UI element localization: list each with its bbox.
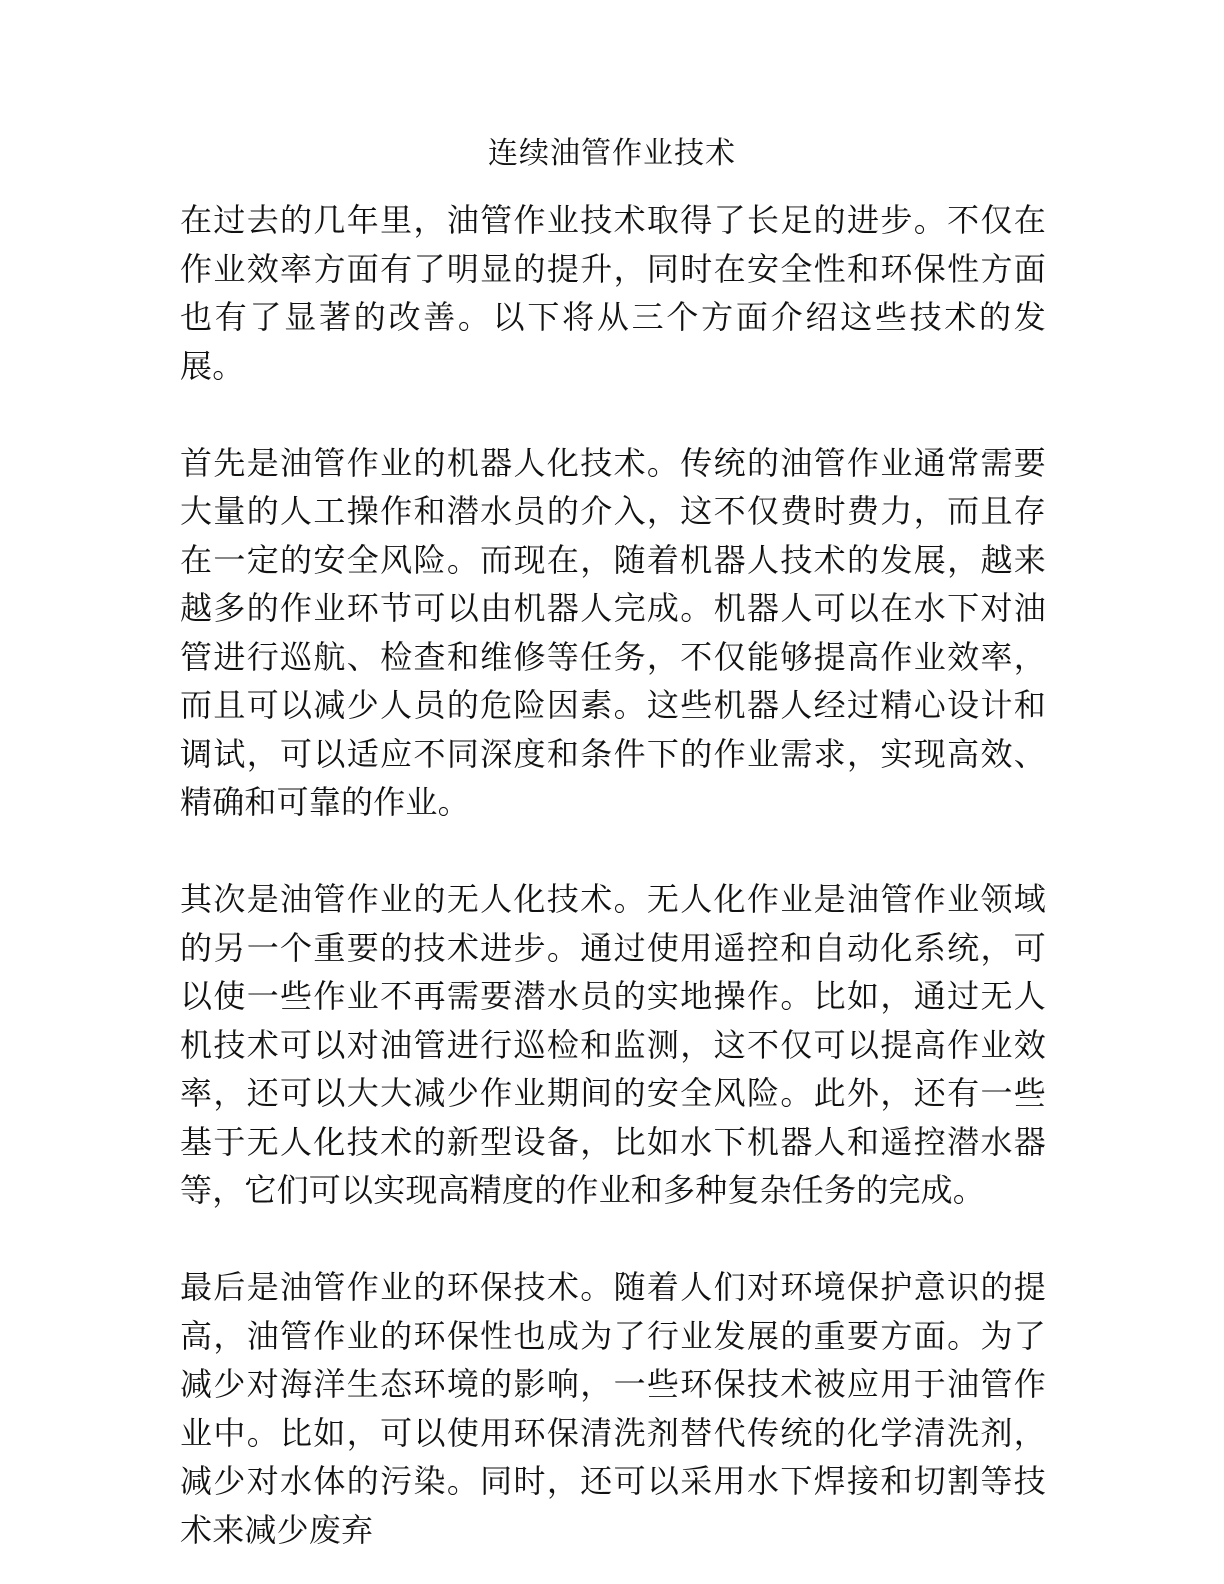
paragraph-environmental: 最后是油管作业的环保技术。随着人们对环境保护意识的提高，油管作业的环保性也成为了行业发展的重要方面。为了减少对海洋生态环境的影响，一些环保技术被应用于油管作业中。比如，可以使用环保清洗剂替代传统的化学清洗剂，减少对水体的污染。同时，还可以采用水下焊接和切割等技术来减少废弃 <box>180 1268 1046 1549</box>
document-title: 连续油管作业技术 <box>488 136 736 171</box>
document-body <box>180 196 1046 1554</box>
paragraph-robotics: 首先是油管作业的机器人化技术。传统的油管作业通常需要大量的人工操作和潜水员的介入，这不仅费时费力，而且存在一定的安全风险。而现在，随着机器人技术的发展，越来越多的作业环节可以由机器人完成。机器人可以在水下对油管进行巡航、检查和维修等任务，不仅能够提高作业效率，而且可以减少人员的危险因素。这些机器人经过精心设计和调试，可以适应不同深度和条件下的作业需求，实现高效、精确和可靠的作业。 <box>180 443 1046 821</box>
paragraph-intro: 在过去的几年里，油管作业技术取得了长足的进步。不仅在作业效率方面有了明显的提升，同时在安全性和环保性方面也有了显著的改善。以下将从三个方面介绍这些技术的发展。 <box>180 201 1046 385</box>
paragraph-unmanned: 其次是油管作业的无人化技术。无人化作业是油管作业领域的另一个重要的技术进步。通过使用遥控和自动化系统，可以使一些作业不再需要潜水员的实地操作。比如，通过无人机技术可以对油管进行巡检和监测，这不仅可以提高作业效率，还可以大大减少作业期间的安全风险。此外，还有一些基于无人化技术的新型设备，比如水下机器人和遥控潜水器等，它们可以实现高精度的作业和多种复杂任务的完成。 <box>180 880 1046 1209</box>
